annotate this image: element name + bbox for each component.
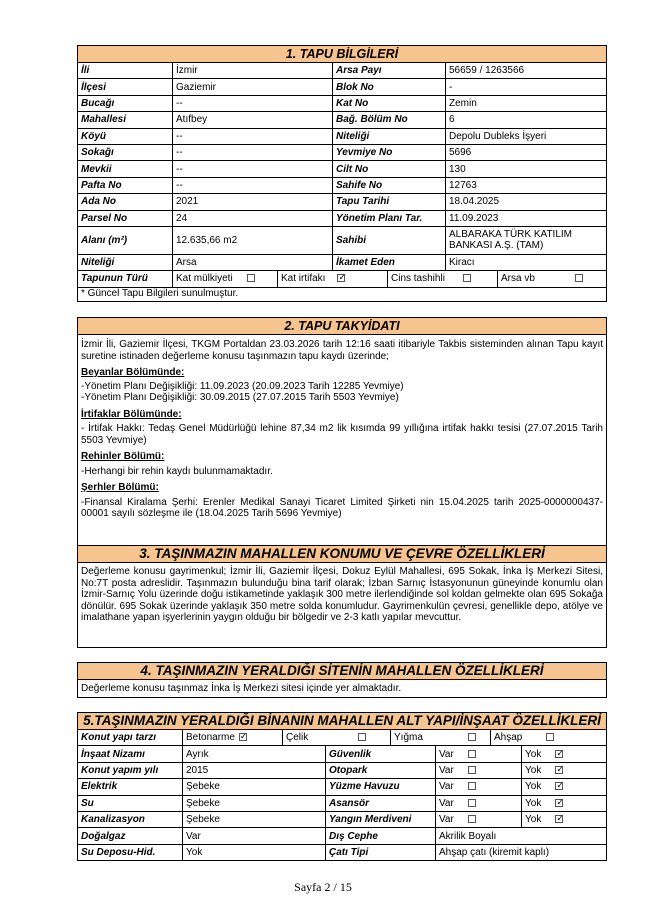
field-value: - — [446, 79, 607, 95]
checkbox-checked-icon[interactable] — [239, 733, 247, 741]
field-label: Bucağı — [78, 95, 173, 111]
option-label: Yok — [525, 797, 542, 809]
option-label: Kat mülkiyeti — [176, 273, 233, 285]
altyapi-row — [78, 795, 607, 811]
takyidat-intro: İzmir İli, Gaziemir İlçesi, TKGM Portaldan 23.03.2026 tarih 12:16 saati itibariyle Takbis sisteminden alınan Tapu kayıt suretine istinaden değerleme konusu taşınmazın tapu kaydı üzerinde; — [81, 339, 603, 362]
field-value: 2015 — [183, 762, 326, 778]
field-value: 11.09.2023 — [446, 210, 607, 226]
konut-tarzi-table — [77, 729, 607, 746]
checkbox-icon[interactable] — [247, 274, 255, 282]
checkbox-checked-icon[interactable] — [555, 750, 563, 758]
field-value: -- — [173, 128, 333, 144]
serhler-heading: Şerhler Bölümü: — [81, 482, 159, 493]
tapu-turu-kat-irtifaki[interactable] — [278, 271, 388, 287]
tapu-turu-table — [77, 270, 607, 287]
field-value: 6 — [446, 112, 607, 128]
alan-value: 12.635,66 m2 — [173, 226, 333, 254]
field-label: Tapu Tarihi — [333, 194, 446, 210]
option-label: Cins tashihli — [391, 273, 445, 285]
option-label: Var — [439, 814, 454, 826]
field-value: -- — [173, 144, 333, 160]
option-yok[interactable] — [522, 795, 607, 811]
field-value: Atıfbey — [173, 112, 333, 128]
field-label: Yüzme Havuzu — [326, 779, 436, 795]
field-label: Yevmiye No — [333, 144, 446, 160]
section-bina-ozellikleri — [77, 712, 607, 861]
option-label: Ahşap — [494, 732, 523, 744]
checkbox-icon[interactable] — [468, 750, 476, 758]
altyapi-row — [78, 828, 607, 844]
nitelik-label: Niteliği — [78, 254, 173, 270]
option-label: Arsa vb — [501, 273, 535, 285]
konut-betonarme[interactable] — [183, 730, 283, 746]
irtifaklar-heading: İrtifaklar Bölümünde: — [81, 408, 182, 420]
tapu-table — [77, 62, 607, 271]
field-value: 12763 — [446, 177, 607, 193]
option-label: Yığma — [394, 732, 423, 744]
field-label: Sahife No — [333, 177, 446, 193]
checkbox-icon[interactable] — [463, 274, 471, 282]
field-value: 130 — [446, 161, 607, 177]
field-label: İnşaat Nizamı — [78, 746, 183, 762]
field-label: Parsel No — [78, 210, 173, 226]
option-label: Var — [439, 764, 454, 776]
option-var[interactable] — [436, 779, 522, 795]
field-label: Asansör — [326, 795, 436, 811]
option-yok[interactable] — [522, 779, 607, 795]
option-var[interactable] — [436, 746, 522, 762]
field-value: Zemin — [446, 95, 607, 111]
tapu-note: * Güncel Tapu Bilgileri sunulmuştur. — [81, 287, 239, 299]
option-var[interactable] — [436, 762, 522, 778]
checkbox-icon[interactable] — [358, 733, 366, 741]
field-value: 56659 / 1263566 — [446, 63, 607, 79]
section-mahallen-konum — [77, 545, 607, 648]
field-label: Dış Cephe — [326, 828, 436, 844]
field-value: 24 — [173, 210, 333, 226]
field-value: Gaziemir — [173, 79, 333, 95]
tapu-row — [78, 194, 607, 210]
field-value: -- — [173, 95, 333, 111]
field-label: Su — [78, 795, 183, 811]
field-value: Şebeke — [183, 795, 326, 811]
tapu-row — [78, 128, 607, 144]
field-label: İlçesi — [78, 79, 173, 95]
field-label: Sokağı — [78, 144, 173, 160]
konut-celik[interactable] — [283, 730, 391, 746]
section-site-ozellikleri — [77, 662, 607, 698]
irtifak-item: - İrtifak Hakkı: Tedaş Genel Müdürlüğü lehine 87,34 m2 lik kısımda 99 yıllığına irtifak hakkı tesisi (27.07.2015 Tarih 5503 Yevmiye) — [81, 423, 603, 446]
tapu-turu-arsa[interactable] — [498, 271, 607, 287]
option-label: Betonarme — [186, 732, 235, 744]
field-value: Ahşap çatı (kiremit kaplı) — [436, 844, 607, 860]
field-label: Mevkii — [78, 161, 173, 177]
option-yok[interactable] — [522, 746, 607, 762]
option-label: Var — [439, 797, 454, 809]
section-title: 2. TAPU TAKYİDATI — [78, 318, 606, 335]
checkbox-icon[interactable] — [468, 766, 476, 774]
field-label: Blok No — [333, 79, 446, 95]
tapu-turu-kat-mulkiyeti[interactable] — [173, 271, 278, 287]
page-number: Sayfa 2 / 15 — [294, 880, 352, 894]
field-label: Bağ. Bölüm No — [333, 112, 446, 128]
alan-label: Alanı (m²) — [78, 226, 173, 254]
section-title: 1. TAPU BİLGİLERİ — [78, 46, 606, 63]
field-label: Çatı Tipi — [326, 844, 436, 860]
altyapi-row — [78, 762, 607, 778]
tapu-turu-cins-tashihli[interactable] — [388, 271, 498, 287]
tapu-row — [78, 177, 607, 193]
field-value: 5696 — [446, 144, 607, 160]
option-label: Yok — [525, 781, 542, 793]
nitelik-value: Arsa — [173, 254, 333, 270]
checkbox-checked-icon[interactable] — [555, 782, 563, 790]
field-label: Güvenlik — [326, 746, 436, 762]
field-label: Niteliği — [333, 128, 446, 144]
field-label: Mahallesi — [78, 112, 173, 128]
altyapi-row — [78, 746, 607, 762]
site-text: Değerleme konusu taşınmaz İnka İş Merkezi sitesi içinde yer almaktadır. — [81, 683, 402, 694]
field-label: Otopark — [326, 762, 436, 778]
option-var[interactable] — [436, 795, 522, 811]
field-label: Doğalgaz — [78, 828, 183, 844]
field-value: Şebeke — [183, 811, 326, 827]
field-value: Depolu Dubleks İşyeri — [446, 128, 607, 144]
checkbox-icon[interactable] — [575, 274, 583, 282]
konut-yigma[interactable] — [391, 730, 491, 746]
checkbox-checked-icon[interactable] — [555, 799, 563, 807]
ikamet-label: İkamet Eden — [333, 254, 446, 270]
field-value: Ayrık — [183, 746, 326, 762]
field-label: Yönetim Planı Tar. — [333, 210, 446, 226]
altyapi-row — [78, 811, 607, 827]
field-label: Köyü — [78, 128, 173, 144]
field-label: Kat No — [333, 95, 446, 111]
option-label: Yok — [525, 748, 542, 760]
field-label: Ada No — [78, 194, 173, 210]
field-value: Akrilik Boyalı — [436, 828, 607, 844]
tapu-row — [78, 112, 607, 128]
tapu-row — [78, 63, 607, 79]
tapu-row — [78, 144, 607, 160]
tapu-row — [78, 161, 607, 177]
field-label: Arsa Payı — [333, 63, 446, 79]
field-value: 18.04.2025 — [446, 194, 607, 210]
section-title: 5.TAŞINMAZIN YERALDIĞI BİNANIN MAHALLEN ALT YAPI/İNŞAAT ÖZELLİKLERİ — [78, 713, 606, 730]
option-label: Kat irtifakı — [281, 273, 326, 285]
field-label: Su Deposu-Hid. — [78, 844, 183, 860]
altyapi-table — [77, 745, 607, 861]
checkbox-icon[interactable] — [546, 733, 554, 741]
tapu-row — [78, 210, 607, 226]
beyan-item: -Yönetim Planı Değişikliği: 11.09.2023 (20.09.2023 Tarih 12285 Yevmiye) — [81, 380, 404, 392]
takyidat-body — [78, 335, 606, 549]
sahibi-value: ALBARAKA TÜRK KATILIM BANKASI A.Ş. (TAM) — [446, 226, 607, 254]
checkbox-checked-icon[interactable] — [555, 766, 563, 774]
tapu-turu-label: Tapunun Türü — [78, 271, 173, 287]
option-label: Var — [439, 781, 454, 793]
ikamet-value: Kiracı — [446, 254, 607, 270]
konut-ahsap[interactable] — [491, 730, 607, 746]
option-yok[interactable] — [522, 762, 607, 778]
rehin-item: -Herhangi bir rehin kaydı bulunmamaktadır. — [81, 465, 273, 477]
field-value: 2021 — [173, 194, 333, 210]
konut-tarzi-label: Konut yapı tarzı — [78, 730, 183, 746]
beyanlar-heading: Beyanlar Bölümünde: — [81, 367, 185, 378]
section-title: 4. TAŞINMAZIN YERALDIĞI SİTENİN MAHALLEN ÖZELLİKLERİ — [78, 663, 606, 680]
field-label: İli — [78, 63, 173, 79]
option-yok[interactable] — [522, 811, 607, 827]
option-label: Çelik — [286, 732, 309, 744]
field-label: Elektrik — [78, 779, 183, 795]
option-label: Yok — [525, 764, 542, 776]
rehinler-heading: Rehinler Bölümü: — [81, 451, 165, 462]
section-tapu-bilgileri — [77, 45, 607, 302]
field-label: Kanalizasyon — [78, 811, 183, 827]
altyapi-row — [78, 779, 607, 795]
field-value: Şebeke — [183, 779, 326, 795]
serh-item: -Finansal Kiralama Şerhi: Erenler Medikal Sanayi Ticaret Limited Şirketi nin 15.04.2025 tarih 2025-0000000437-00001 sayılı sözleşme ile (18.04.2025 Tarih 5696 Yevmiye) — [81, 496, 603, 519]
konum-text: Değerleme konusu gayrimenkul; İzmir İli, Gaziemir İlçesi, Dokuz Eylül Mahallesi, 695 Sokak, İnka İş Merkezi Sitesi, No:7T posta adreslidir. Taşınmazın bulunduğu bina tarif olarak; İzban Sarnıç İstasyonunun güneyinde konumlu olan İzmir-Sarnıç Yolu üzerinde doğu istikametinde yaklaşık 300 metre ilerlendiğinde sol koldan gelmekte olan 695 Sokağa dönülür. 695 Sokak üzerinde yaklaşık 350 metre solda konumludur. Gayrimenkulün çevresi, genellikle depo, atölye ve imalathane yapan işyerlerinin yaygın olduğu bir bölgedir ve 2-3 katlı yapılar mevcuttur. — [81, 566, 603, 623]
field-value: -- — [173, 161, 333, 177]
tapu-row — [78, 95, 607, 111]
field-value: -- — [173, 177, 333, 193]
field-label: Konut yapım yılı — [78, 762, 183, 778]
option-label: Var — [439, 748, 454, 760]
field-value: Var — [183, 828, 326, 844]
checkbox-icon[interactable] — [468, 799, 476, 807]
field-label: Pafta No — [78, 177, 173, 193]
sahibi-label: Sahibi — [333, 226, 446, 254]
checkbox-checked-icon[interactable] — [555, 815, 563, 823]
checkbox-icon[interactable] — [468, 815, 476, 823]
field-label: Cilt No — [333, 161, 446, 177]
field-label: Yangın Merdiveni — [326, 811, 436, 827]
checkbox-checked-icon[interactable] — [337, 274, 345, 282]
section-tapu-takyidati — [77, 317, 607, 550]
altyapi-row — [78, 844, 607, 860]
field-value: Yok — [183, 844, 326, 860]
checkbox-icon[interactable] — [468, 782, 476, 790]
checkbox-icon[interactable] — [468, 733, 476, 741]
beyan-item: -Yönetim Planı Değişikliği: 30.09.2015 (27.07.2015 Tarih 5503 Yevmiye) — [81, 392, 399, 403]
option-var[interactable] — [436, 811, 522, 827]
option-label: Yok — [525, 814, 542, 826]
field-value: İzmir — [173, 63, 333, 79]
tapu-row — [78, 79, 607, 95]
section-title: 3. TAŞINMAZIN MAHALLEN KONUMU VE ÇEVRE ÖZELLİKLERİ — [78, 546, 606, 563]
